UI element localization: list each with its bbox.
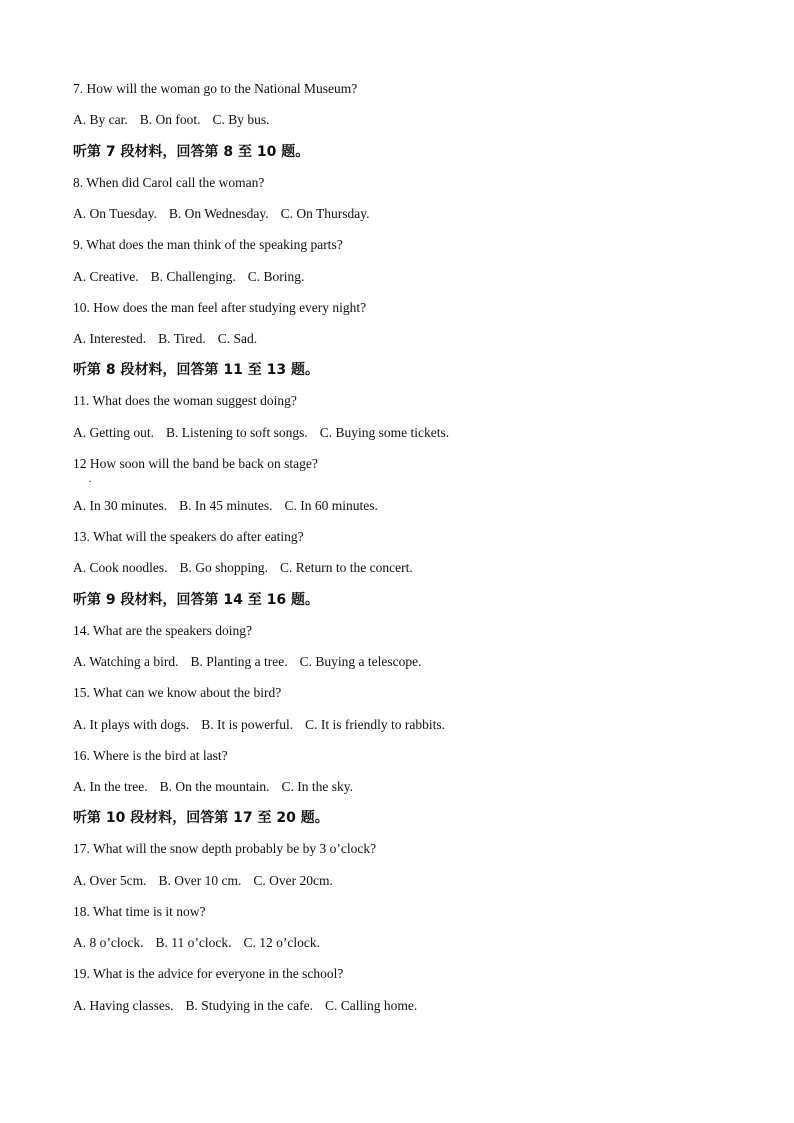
section-heading: 听第 10 段材料，回答第 17 至 20 题。 [73, 810, 329, 826]
answer-options [73, 268, 316, 286]
answer-option: B. Tired. [158, 331, 206, 346]
answer-options [73, 872, 345, 890]
answer-option: A. On Tuesday. [73, 206, 157, 221]
answer-option: A. In 30 minutes. [73, 498, 168, 513]
question-text: 9. What does the man think of the speaking parts? [73, 237, 343, 252]
answer-options [73, 497, 390, 515]
answer-option: C. On Thursday. [280, 206, 370, 221]
answer-option: A. Interested. [73, 331, 147, 346]
answer-option: C. By bus. [212, 112, 270, 127]
answer-option: B. 11 o’clock. [155, 935, 232, 950]
answer-option: C. Sad. [217, 331, 258, 346]
question-text: 19. What is the advice for everyone in the school? [73, 966, 344, 981]
answer-option: A. 8 o’clock. [73, 935, 144, 950]
answer-option: C. 12 o’clock. [243, 935, 320, 950]
question-text: 18. What time is it now? [73, 904, 206, 919]
question-text: 10. How does the man feel after studying every night? [73, 300, 367, 315]
answer-options [73, 778, 365, 796]
answer-option: C. Over 20cm. [253, 873, 333, 888]
answer-option: A. Creative. [73, 269, 139, 284]
question-text: 15. What can we know about the bird? [73, 685, 282, 700]
question-text: 12 How soon will the band be back on stage? [73, 456, 318, 471]
section-heading: 听第 8 段材料，回答第 11 至 13 题。 [73, 362, 319, 378]
section-heading: 听第 9 段材料，回答第 14 至 16 题。 [73, 592, 319, 608]
answer-option: C. Buying some tickets. [319, 425, 450, 440]
section-heading: 听第 7 段材料，回答第 8 至 10 题。 [73, 144, 310, 160]
answer-options [73, 934, 332, 952]
answer-option: A. Over 5cm. [73, 873, 147, 888]
answer-option: C. Calling home. [324, 998, 418, 1013]
answer-option: C. Return to the concert. [280, 560, 413, 575]
answer-option: A. In the tree. [73, 779, 148, 794]
answer-options [73, 111, 282, 129]
answer-option: B. On foot. [139, 112, 201, 127]
answer-option: B. On Wednesday. [168, 206, 269, 221]
question-text: 11. What does the woman suggest doing? [73, 393, 297, 408]
question-text: 14. What are the speakers doing? [73, 623, 252, 638]
question-text: 7. How will the woman go to the National Museum? [73, 81, 358, 96]
answer-options [73, 997, 429, 1015]
answer-option: A. It plays with dogs. [73, 717, 190, 732]
answer-option: B. Planting a tree. [190, 654, 288, 669]
answer-option: C. In the sky. [281, 779, 353, 794]
answer-options [73, 330, 269, 348]
answer-option: C. Buying a telescope. [299, 654, 422, 669]
answer-options [73, 205, 382, 223]
question-text: 8. When did Carol call the woman? [73, 175, 265, 190]
answer-options [73, 716, 457, 734]
question-text: 13. What will the speakers do after eating? [73, 529, 304, 544]
answer-option: B. Over 10 cm. [158, 873, 242, 888]
answer-option: A. Getting out. [73, 425, 154, 440]
answer-option: A. By car. [73, 112, 128, 127]
answer-option: B. Challenging. [150, 269, 236, 284]
answer-option: B. Go shopping. [179, 560, 269, 575]
answer-option: B. On the mountain. [159, 779, 270, 794]
answer-option: A. Cook noodles. [73, 560, 168, 575]
question-text: 16. Where is the bird at last? [73, 748, 228, 763]
question-text: 17. What will the snow depth probably be by 3 o’clock? [73, 841, 377, 856]
answer-option: B. Studying in the cafe. [185, 998, 313, 1013]
answer-options [73, 424, 461, 442]
answer-option: B. It is powerful. [201, 717, 294, 732]
answer-option: B. In 45 minutes. [179, 498, 273, 513]
answer-options [73, 653, 433, 671]
answer-option: C. Boring. [247, 269, 305, 284]
answer-option: C. In 60 minutes. [284, 498, 378, 513]
answer-option: B. Listening to soft songs. [166, 425, 308, 440]
answer-option: C. It is friendly to rabbits. [305, 717, 445, 732]
stray-mark: · [88, 474, 92, 488]
answer-option: A. Watching a bird. [73, 654, 179, 669]
answer-option: A. Having classes. [73, 998, 174, 1013]
answer-options [73, 559, 425, 577]
